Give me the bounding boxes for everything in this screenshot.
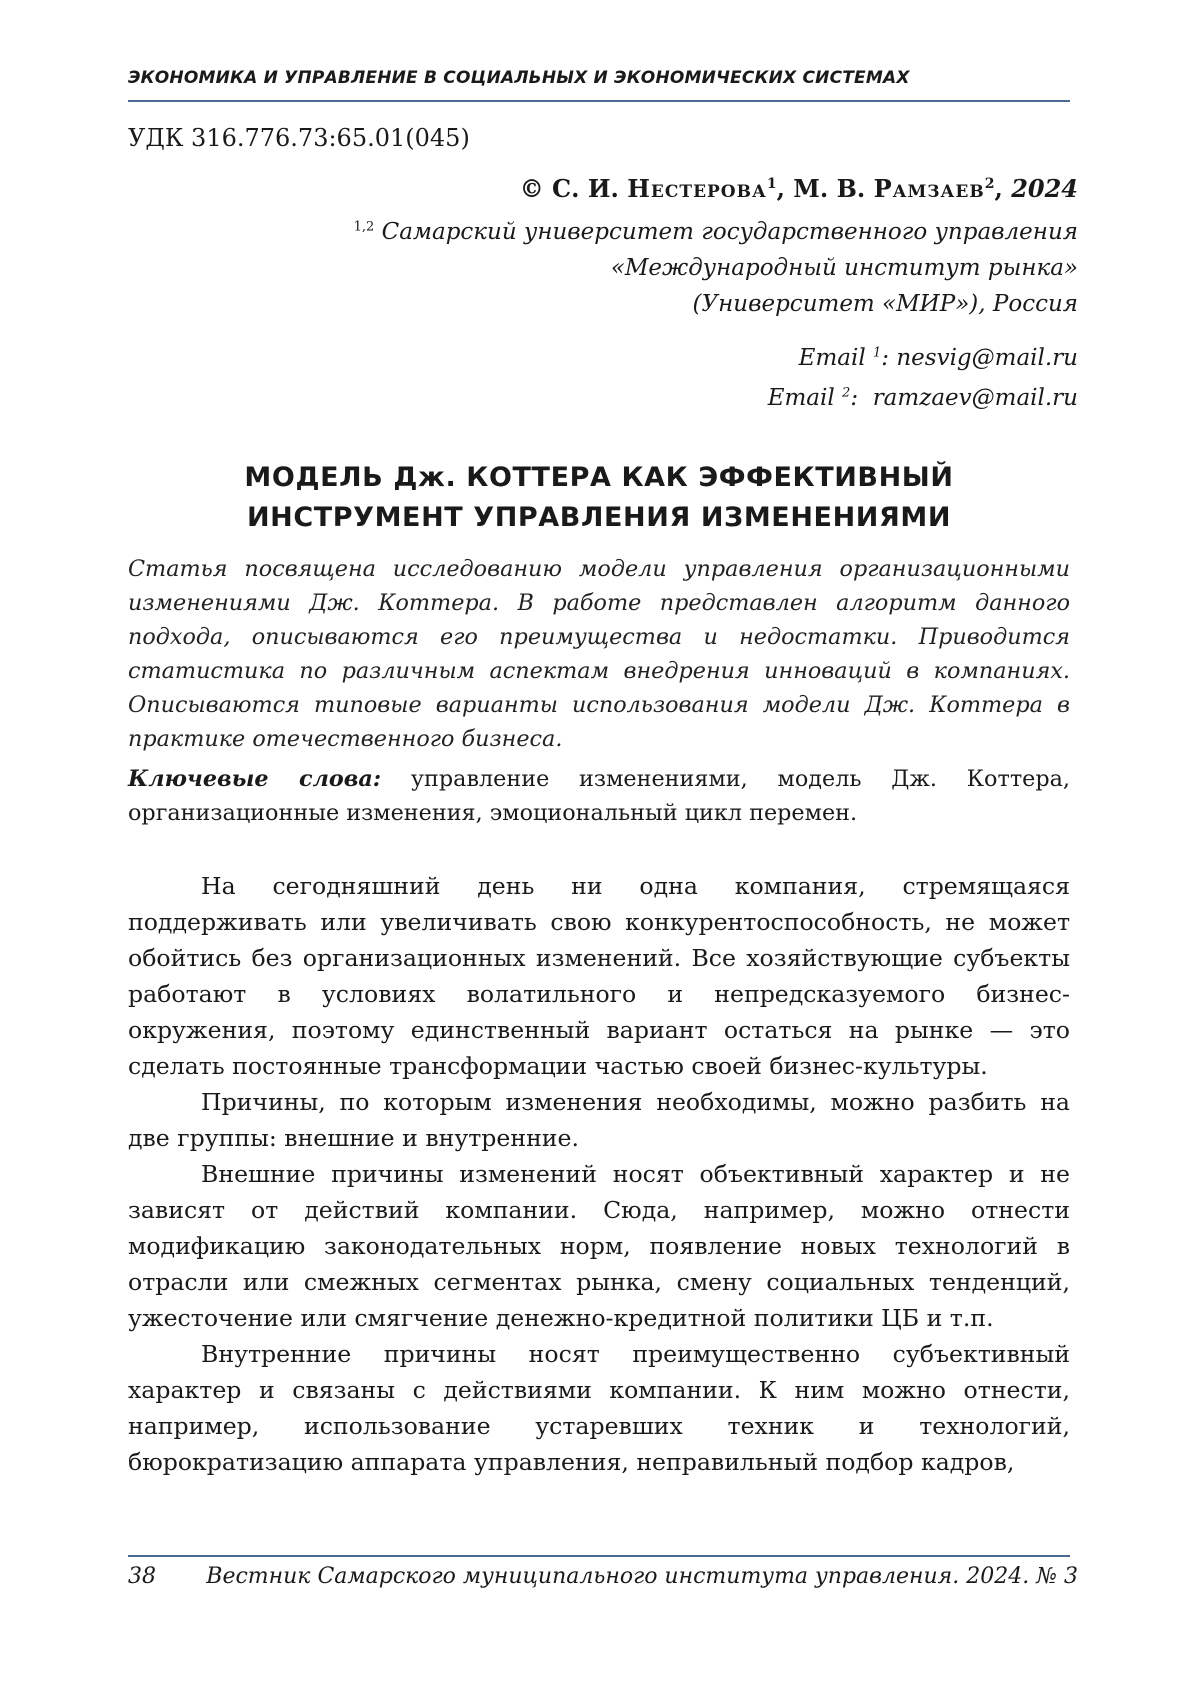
- email-block: [478, 338, 1078, 418]
- keywords: [128, 762, 1070, 830]
- email-line-2: Email 2: ramzaev@mail.ru: [478, 378, 1078, 418]
- author2-initials: М. В.: [793, 174, 865, 203]
- author1-surname: Нестерова: [627, 174, 767, 203]
- author1-initials: С. И.: [552, 174, 619, 203]
- email-address-2[interactable]: ramzaev@mail.ru: [873, 385, 1078, 411]
- affiliation-line-1: 1,2 Самарский университет государственного управления: [258, 214, 1078, 250]
- body-paragraph: Внутренние причины носят преимущественно субъективный характер и связаны с действиями компании. К ним можно отнести, например, использование устаревших техник и технологий, бюрократизацию аппарата управления, неправильный подбор кадров,: [128, 1336, 1070, 1480]
- journal-section-header: ЭКОНОМИКА И УПРАВЛЕНИЕ В СОЦИАЛЬНЫХ И ЭКОНОМИЧЕСКИХ СИСТЕМАХ: [128, 68, 1068, 88]
- author2-surname: Рамзаев: [874, 174, 985, 203]
- udc-code: УДК 316.776.73:65.01(045): [128, 124, 470, 152]
- keywords-text: управление изменениями, модель Дж. Коттера, организационные изменения, эмоциональный цикл перемен.: [128, 766, 1070, 826]
- email-address-1[interactable]: nesvig@mail.ru: [896, 345, 1078, 371]
- keywords-label: Ключевые слова:: [128, 766, 381, 792]
- author2-affil-mark: 2: [985, 176, 995, 192]
- author-separator: ,: [777, 174, 785, 203]
- footer-divider: [128, 1555, 1070, 1557]
- body-paragraph: На сегодняшний день ни одна компания, стремящаяся поддерживать или увеличивать свою конкурентоспособность, не может обойтись без организационных изменений. Все хозяйствующие субъекты работают в условиях волатильного и непредсказуемого бизнес-окружения, поэтому единственный вариант остаться на рынке — это сделать постоянные трансформации частью своей бизнес-культуры.: [128, 868, 1070, 1084]
- body-paragraph: Внешние причины изменений носят объективный характер и не зависят от действий компании. Сюда, например, можно отнести модификацию законодательных норм, появление новых технологий в отрасли или смежных сегментах рынка, смену социальных тенденций, ужесточение или смягчение денежно-кредитной политики ЦБ и т.п.: [128, 1156, 1070, 1336]
- article-title: [128, 458, 1070, 538]
- body-paragraph: Причины, по которым изменения необходимы, можно разбить на две группы: внешние и внутренние.: [128, 1084, 1070, 1156]
- title-line-2: ИНСТРУМЕНТ УПРАВЛЕНИЯ ИЗМЕНЕНИЯМИ: [128, 498, 1070, 538]
- author-separator-2: ,: [994, 174, 1002, 203]
- affiliation-mark: 1,2: [354, 219, 375, 234]
- header-divider: [128, 100, 1070, 102]
- authors-line: [520, 174, 1078, 203]
- journal-page: [0, 0, 1200, 1697]
- journal-citation: Вестник Самарского муниципального института управления. 2024. № 3: [206, 1564, 1078, 1589]
- article-body: [128, 868, 1070, 1480]
- page-number: 38: [128, 1564, 156, 1589]
- affiliation-line-3: (Университет «МИР»), Россия: [258, 286, 1078, 322]
- copyright-sign: ©: [520, 174, 544, 203]
- title-line-1: МОДЕЛЬ Дж. КОТТЕРА КАК ЭФФЕКТИВНЫЙ: [128, 458, 1070, 498]
- affiliation: [258, 214, 1078, 322]
- abstract: Статья посвящена исследованию модели управления организационными изменениями Дж. Коттера. В работе представлен алгоритм данного подхода, описываются его преимущества и недостатки. Приводится статистика по различным аспектам внедрения инноваций в компаниях. Описываются типовые варианты использования модели Дж. Коттера в практике отечественного бизнеса.: [128, 552, 1070, 756]
- author1-affil-mark: 1: [767, 176, 777, 192]
- email-line-1: Email 1: nesvig@mail.ru: [478, 338, 1078, 378]
- affiliation-line-2: «Международный институт рынка»: [258, 250, 1078, 286]
- publication-year: 2024: [1011, 174, 1078, 203]
